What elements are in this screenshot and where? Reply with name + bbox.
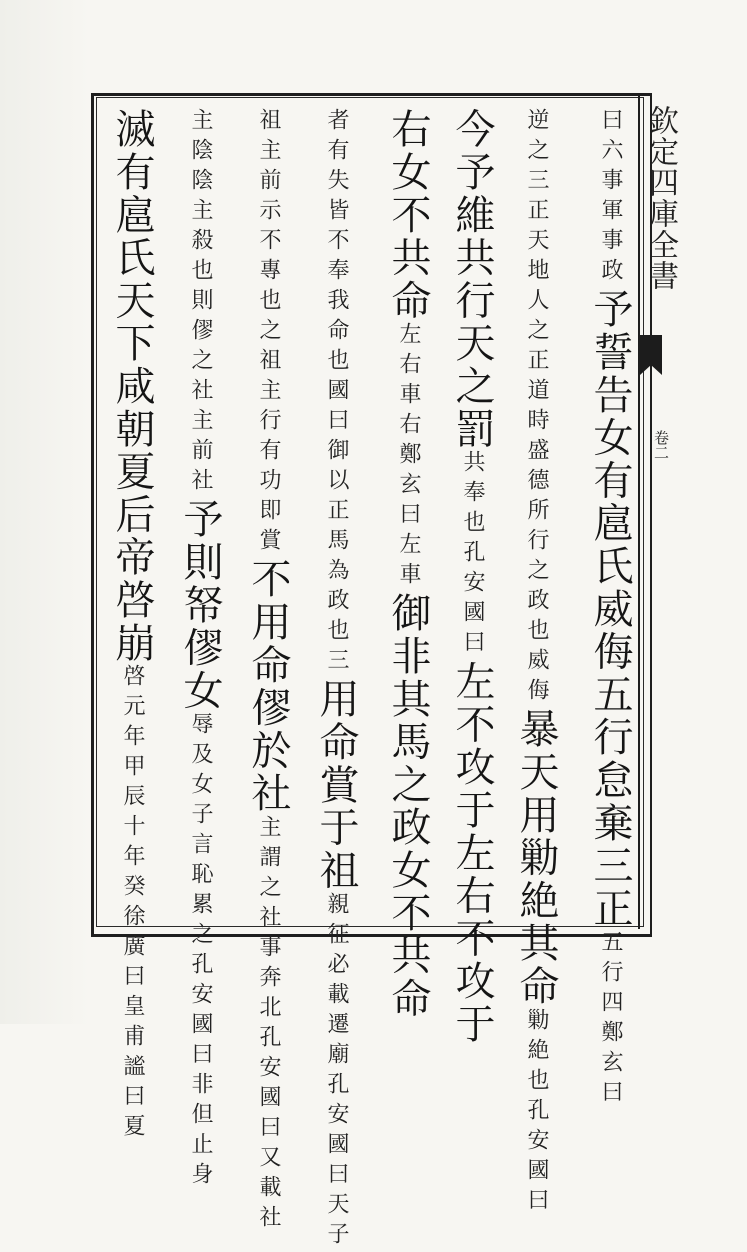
annotation <box>184 712 216 1192</box>
text-column-8 <box>104 108 160 1145</box>
main-text: 予誓告女有扈氏威侮五行怠棄三正 <box>587 288 633 930</box>
annotation <box>520 1008 552 1218</box>
annotation-line: 祖主前示不專也 <box>256 108 281 318</box>
annotation-line: 主陰陰主殺也 <box>188 108 213 288</box>
annotation <box>116 664 148 1144</box>
annotation-line: 親征必載遷廟 <box>324 892 349 1072</box>
annotation-line: 鄭玄曰 <box>598 1020 623 1110</box>
text-column-2 <box>508 108 564 1218</box>
annotation-line: 鄭玄曰左車 <box>396 442 421 592</box>
text-column-7 <box>172 108 228 1192</box>
annotation <box>456 450 488 660</box>
main-text: 不用命僇於社 <box>245 558 291 815</box>
annotation-line: 五行四 <box>598 930 623 1020</box>
annotation-line: 啓元年甲辰十年癸 <box>120 664 145 905</box>
margin-rule <box>638 95 640 929</box>
annotation <box>520 108 552 708</box>
main-text: 滅有扈氏天下咸朝夏后帝啓崩 <box>109 108 155 665</box>
main-text: 暴天用勦絶其命 <box>513 708 559 1008</box>
annotation-line: 國曰御以正馬為政也三 <box>324 378 349 678</box>
annotation-line: 左右車右 <box>396 322 421 442</box>
annotation-line: 孔安國曰 <box>524 1097 549 1218</box>
juan-label: 卷二 <box>652 430 670 460</box>
annotation-line: 勦絶也 <box>524 1007 549 1098</box>
main-text: 左不攻于左右不攻于 <box>449 660 495 1046</box>
annotation <box>252 108 284 558</box>
annotation-line: 逆之三正天地人之正道 <box>524 108 549 408</box>
annotation-line: 則僇之社主前社 <box>188 288 213 498</box>
text-column-1 <box>582 108 638 1110</box>
annotation-line: 主謂之社事奔北 <box>256 814 281 1025</box>
annotation <box>594 108 626 288</box>
annotation-line: 軍事政 <box>598 198 623 288</box>
main-text: 御非其馬之政女不共命 <box>385 592 431 1020</box>
annotation <box>320 892 352 1252</box>
annotation-line: 孔安國曰 <box>460 540 485 661</box>
text-column-6 <box>240 108 296 1235</box>
running-title: 欽定四庫全書 <box>643 105 678 291</box>
annotation <box>320 108 352 678</box>
annotation-line: 曰六事 <box>598 108 623 198</box>
main-text: 右女不共命 <box>385 108 431 322</box>
annotation-line: 孔安國曰又載社 <box>256 1024 281 1235</box>
text-column-3 <box>444 108 500 1046</box>
annotation-line: 之祖主行有功即賞 <box>256 318 281 558</box>
annotation <box>184 108 216 498</box>
annotation-line: 徐廣曰皇甫謐曰夏 <box>120 904 145 1145</box>
annotation-line: 孔安國曰天子 <box>324 1072 349 1252</box>
main-text: 今予維共行天之罰 <box>449 108 495 451</box>
annotation <box>252 815 284 1235</box>
main-text: 予則帑僇女 <box>177 498 223 712</box>
annotation <box>594 930 626 1110</box>
text-column-4 <box>380 108 436 1020</box>
annotation-line: 孔安國曰非但止身 <box>188 952 213 1192</box>
annotation-line: 共奉也 <box>460 450 485 541</box>
fishtail-mark-icon <box>640 335 662 365</box>
annotation-line: 時盛德所行之政也威侮 <box>524 408 549 708</box>
main-text: 用命賞于祖 <box>313 678 359 892</box>
annotation-line: 辱及女子言恥累之 <box>188 712 213 952</box>
text-column-5 <box>308 108 364 1252</box>
page-gutter-shadow <box>0 0 90 1024</box>
annotation-line: 者有失皆不奉我命也 <box>324 108 349 378</box>
annotation <box>392 322 424 592</box>
